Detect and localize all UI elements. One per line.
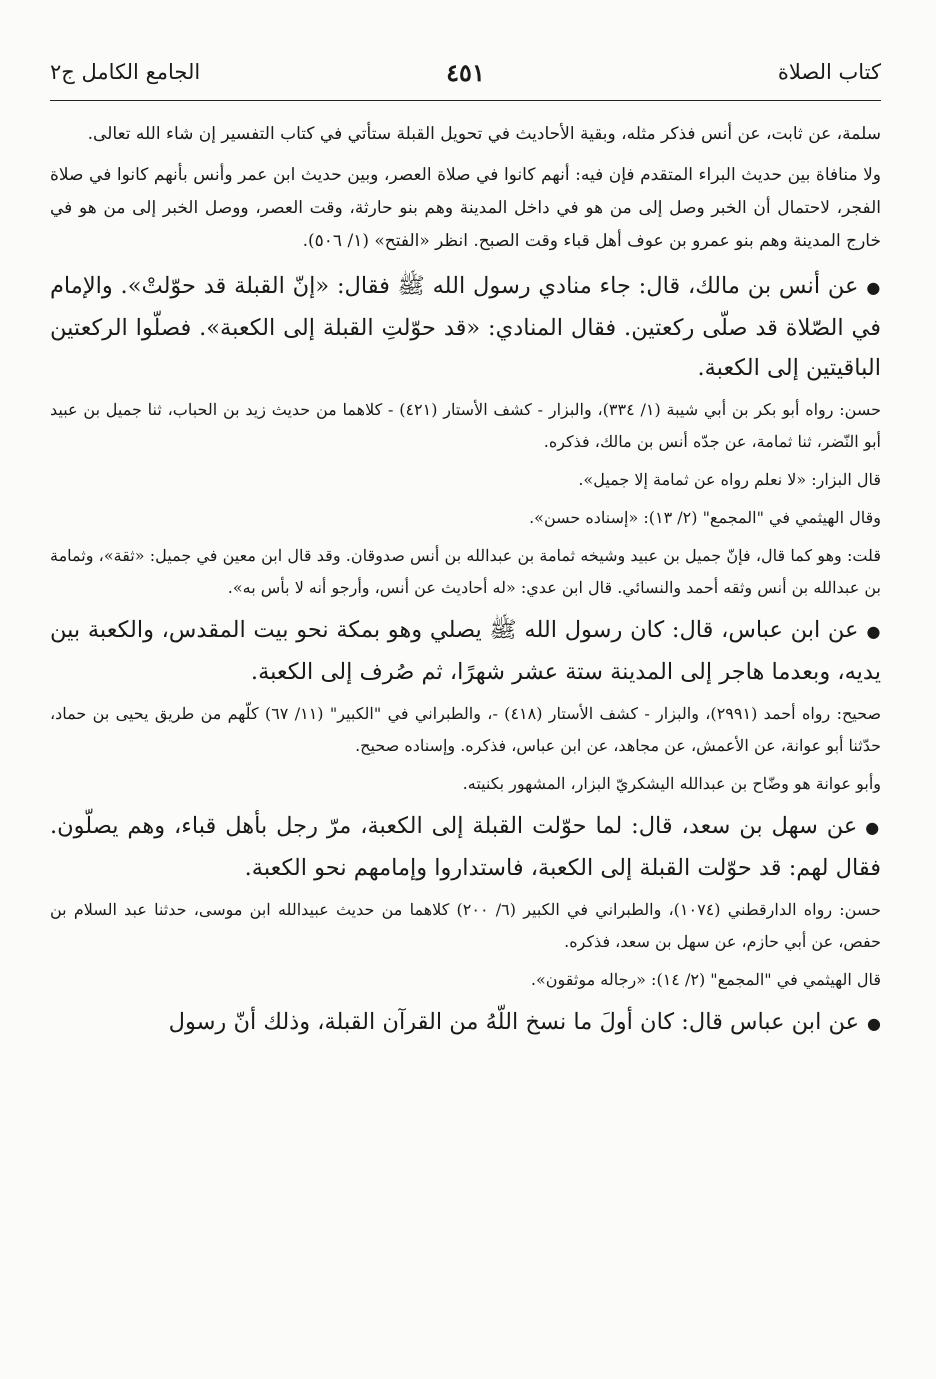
- bullet-icon: ●: [865, 818, 881, 837]
- page-number: ٤٥١: [446, 58, 485, 87]
- hadith-text: [50, 610, 881, 692]
- bullet-icon: ●: [866, 278, 881, 297]
- bullet-icon: ●: [866, 622, 881, 641]
- bullet-icon: ●: [867, 1014, 881, 1033]
- book-title: الجامع الكامل ج٢: [50, 60, 201, 84]
- page-header: [50, 60, 881, 100]
- note-paragraph: قلت: وهو كما قال، فإنّ جميل بن عبيد وشيخه ثمامة بن عبدالله بن أنس صدوقان. وقد قال ابن معين في جميل: «ثقة»، وثمامة بن عبدالله بن أنس وثقه أحمد والنسائي. قال ابن عدي: «له أحاديث عن أنس، وأرجو أنه لا بأس به».: [50, 546, 881, 597]
- hadith-grading: حسن: رواه أبو بكر بن أبي شيبة (١/ ٣٣٤)، والبزار - كشف الأستار (٤٢١) - كلاهما من حديث زيد بن الحباب، ثنا جميل بن عبيد أبو النّضر، ثنا ثمامة، عن جدّه أنس بن مالك، فذكره.: [50, 400, 881, 451]
- hadith-grading: صحيح: رواه أحمد (٢٩٩١)، والبزار - كشف الأستار (٤١٨) -، والطبراني في "الكبير" (١١/ ٦٧) كلّهم من طريق يحيى بن حماد، حدّثنا أبو عوانة، عن الأعمش، عن مجاهد، عن ابن عباس، فذكره. وإسناده صحيح.: [50, 704, 882, 755]
- commentary-paragraph: سلمة، عن ثابت، عن أنس فذكر مثله، وبقية الأحاديث في تحويل القبلة ستأتي في كتاب التفسير إن شاء الله تعالى.: [87, 124, 881, 144]
- note-paragraph: قال البزار: «لا نعلم رواه عن ثمامة إلا جميل».: [578, 470, 881, 489]
- hadith-text: [50, 1002, 881, 1044]
- note-paragraph: قال الهيثمي في "المجمع" (٢/ ١٤): «رجاله موثقون».: [530, 970, 881, 989]
- note-paragraph: وقال الهيثمي في "المجمع" (٢/ ١٣): «إسناده حسن».: [529, 508, 881, 527]
- commentary-paragraph: ولا منافاة بين حديث البراء المتقدم فإن فيه: أنهم كانوا في صلاة العصر، وبين حديث ابن عمر وأنس بأنهم كانوا في صلاة الفجر، لاحتمال أن الخبر وصل إلى من هو في داخل المدينة وهم بنو حارثة، وقت العصر، ووصل الخبر إلى من هو في خارج المدينة وهم بنو عمرو بن عوف أهل قباء وقت الصبح. انظر «الفتح» (١/ ٥٠٦).: [50, 165, 881, 251]
- hadith-text: [50, 266, 881, 388]
- hadith-body: عن أنس بن مالك، قال: جاء منادي رسول الله ﷺ فقال: «إنّ القبلة قد حوّلتْ». والإمام في الصّلاة قد صلّى ركعتين. فقال المنادي: «قد حوّلتِ القبلة إلى الكعبة». فصلّوا الركعتين الباقيتين إلى الكعبة.: [50, 273, 881, 381]
- note-paragraph: وأبو عوانة هو وضّاح بن عبدالله اليشكريّ البزار، المشهور بكنيته.: [462, 774, 881, 793]
- page-body: [50, 118, 881, 1050]
- hadith-body: عن ابن عباس، قال: كان رسول الله ﷺ يصلي وهو بمكة نحو بيت المقدس، والكعبة بين يديه، وبعدما هاجر إلى المدينة ستة عشر شهرًا، ثم صُرف إلى الكعبة.: [50, 617, 881, 685]
- header-rule: [50, 100, 881, 101]
- chapter-title: كتاب الصلاة: [777, 60, 881, 84]
- hadith-grading: حسن: رواه الدارقطني (١٠٧٤)، والطبراني في الكبير (٦/ ٢٠٠) كلاهما من حديث عبيدالله ابن موسى، حدثنا عبد السلام بن حفص، عن أبي حازم، عن سهل بن سعد، فذكره.: [50, 900, 882, 951]
- hadith-body: عن سهل بن سعد، قال: لما حوّلت القبلة إلى الكعبة، مرّ رجل بأهل قباء، وهم يصلّون. فقال لهم: قد حوّلت القبلة إلى الكعبة، فاستداروا وإمامهم نحو الكعبة.: [50, 813, 881, 881]
- hadith-body: عن ابن عباس قال: كان أولَ ما نسخ اللّهُ من القرآن القبلة، وذلك أنّ رسول: [168, 1009, 860, 1035]
- hadith-text: [50, 806, 881, 888]
